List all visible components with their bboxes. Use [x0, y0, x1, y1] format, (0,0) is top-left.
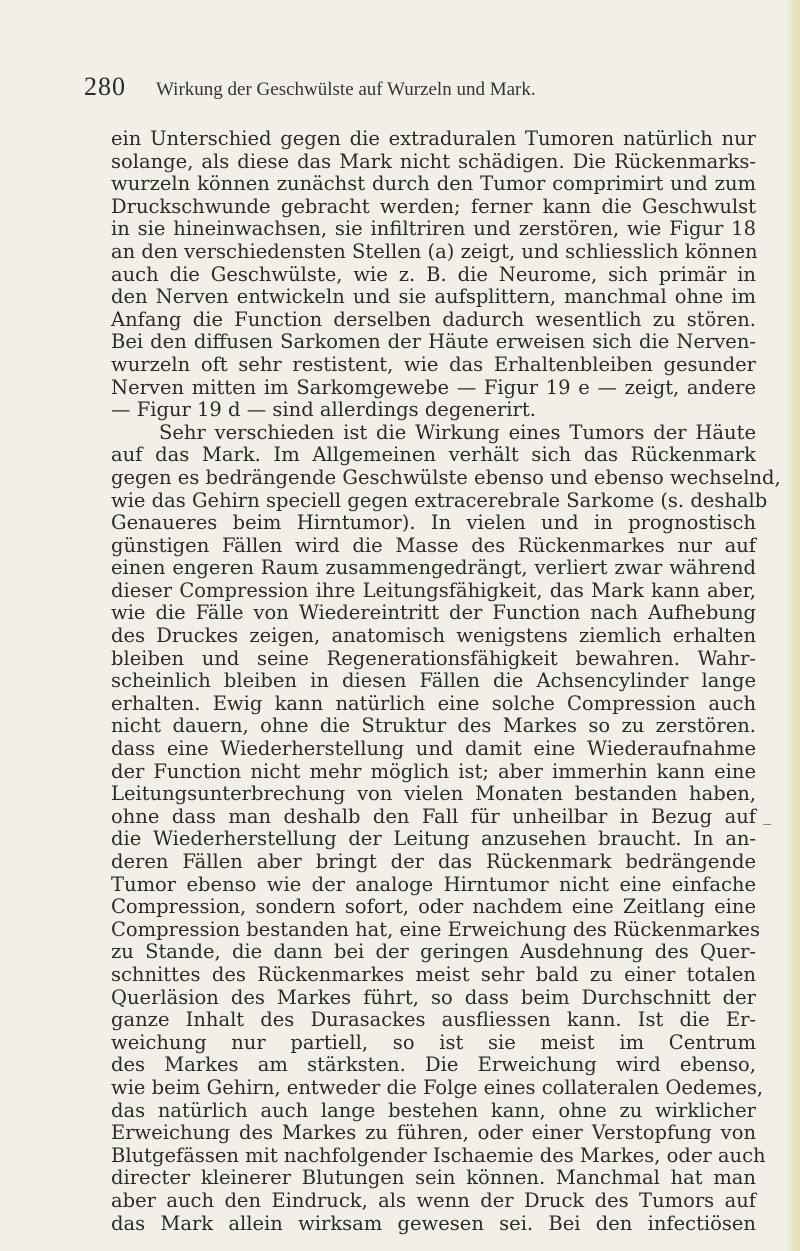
text-line: Druckschwunde gebracht werden; ferner kann die Geschwulst	[111, 194, 756, 218]
text-line: zu Stande, die dann bei der geringen Ausdehnung des Quer-	[111, 940, 756, 964]
text-line: des Druckes zeigen, anatomisch wenigstens ziemlich erhalten	[111, 624, 756, 648]
page-header	[84, 72, 724, 106]
text-line: einen engeren Raum zusammengedrängt, verliert zwar während	[111, 556, 756, 580]
text-line: wie das Gehirn speciell gegen extracerebrale Sarkome (s. deshalb	[111, 488, 768, 512]
text-line: in sie hineinwachsen, sie infiltriren und zerstören, wie Figur 18	[111, 217, 756, 241]
text-line: der Function nicht mehr möglich ist; aber immerhin kann eine	[111, 759, 756, 783]
text-line: des Markes am stärksten. Die Erweichung wird ebenso,	[111, 1053, 756, 1077]
text-line: das Mark allein wirksam gewesen sei. Bei den infectiösen	[111, 1211, 756, 1235]
text-line: ohne dass man deshalb den Fall für unheilbar in Bezug auf	[111, 804, 756, 828]
text-line: deren Fällen aber bringt der das Rückenmark bedrängende	[111, 850, 756, 873]
margin-mark	[763, 824, 771, 825]
text-line: Tumor ebenso wie der analoge Hirntumor nicht eine einfache	[111, 872, 756, 896]
text-line: bleiben und seine Regenerationsfähigkeit bewahren. Wahr-	[111, 646, 756, 670]
text-line: an den verschiedensten Stellen (a) zeigt, und schliesslich können	[111, 239, 758, 263]
text-line: die Wiederherstellung der Leitung anzusehen braucht. In an-	[111, 827, 756, 851]
text-line: wurzeln oft sehr restistent, wie das Erhaltenbleiben gesunder	[111, 352, 756, 376]
text-line: Genaueres beim Hirntumor). In vielen und in prognostisch	[111, 511, 756, 535]
text-line: ein Unterschied gegen die extraduralen Tumoren natürlich nur	[111, 127, 756, 150]
text-line: directer kleinerer Blutungen sein können. Manchmal hat man	[111, 1166, 756, 1190]
text-line: gegen es bedrängende Geschwülste ebenso und ebenso wechselnd,	[111, 465, 781, 489]
text-line: erhalten. Ewig kann natürlich eine solche Compression auch	[111, 691, 756, 715]
text-line: ganze Inhalt des Durasackes ausfliessen kann. Ist die Er-	[111, 1008, 756, 1032]
text-line: aber auch den Eindruck, als wenn der Druck des Tumors auf	[111, 1188, 756, 1212]
text-line: den Nerven entwickeln und sie aufsplittern, manchmal ohne im	[111, 285, 756, 309]
text-line: solange, als diese das Mark nicht schädigen. Die Rückenmarks-	[111, 149, 756, 173]
text-line: — Figur 19 d — sind allerdings degenerirt.	[111, 398, 536, 422]
running-title: Wirkung der Geschwülste auf Wurzeln und Mark.	[156, 79, 536, 100]
text-line: Blutgefässen mit nachfolgender Ischaemie des Markes, oder auch	[111, 1143, 766, 1167]
text-line: dass eine Wiederherstellung und damit eine Wiederaufnahme	[111, 737, 756, 761]
text-line: günstigen Fällen wird die Masse des Rückenmarkes nur auf	[111, 533, 756, 557]
text-line: Nerven mitten im Sarkomgewebe — Figur 19 e — zeigt, andere	[111, 375, 756, 399]
text-line: schnittes des Rückenmarkes meist sehr bald zu einer totalen	[111, 962, 756, 986]
text-line: dieser Compression ihre Leitungsfähigkeit, das Mark kann aber,	[111, 578, 756, 602]
text-line: Leitungsunterbrechung von vielen Monaten bestanden haben,	[111, 782, 756, 806]
page-number: 280	[84, 72, 126, 101]
text-line: wie die Fälle von Wiedereintritt der Function nach Aufhebung	[111, 601, 756, 625]
text-line: das natürlich auch lange bestehen kann, ohne zu wirklicher	[111, 1098, 756, 1122]
page-edge	[786, 0, 800, 1251]
text-line: wurzeln können zunächst durch den Tumor comprimirt und zum	[111, 172, 756, 196]
text-line: Querläsion des Markes führt, so dass beim Durchschnitt der	[111, 985, 756, 1009]
text-line: Erweichung des Markes zu führen, oder einer Verstopfung von	[111, 1121, 756, 1145]
text-line: nicht dauern, ohne die Struktur des Markes so zu zerstören.	[111, 714, 756, 738]
paragraph-start-line: Sehr verschieden ist die Wirkung eines Tumors der Häute	[159, 420, 756, 444]
text-line: Compression, sondern sofort, oder nachdem eine Zeitlang eine	[111, 895, 756, 919]
text-line: Bei den diffusen Sarkomen der Häute erweisen sich die Nerven-	[111, 330, 756, 354]
text-line: Compression bestanden hat, eine Erweichung des Rückenmarkes	[111, 917, 760, 941]
text-line: auch die Geschwülste, wie z. B. die Neurome, sich primär in	[111, 262, 756, 286]
text-line: Anfang die Function derselben dadurch wesentlich zu stören.	[111, 307, 756, 331]
text-line: auf das Mark. Im Allgemeinen verhält sich das Rückenmark	[111, 443, 756, 467]
text-line: scheinlich bleiben in diesen Fällen die Achsencylinder lange	[111, 669, 756, 693]
text-line: wie beim Gehirn, entweder die Folge eines collateralen Oedemes,	[111, 1075, 764, 1099]
text-line: weichung nur partiell, so ist sie meist im Centrum	[111, 1030, 756, 1054]
body-text	[111, 127, 781, 1235]
